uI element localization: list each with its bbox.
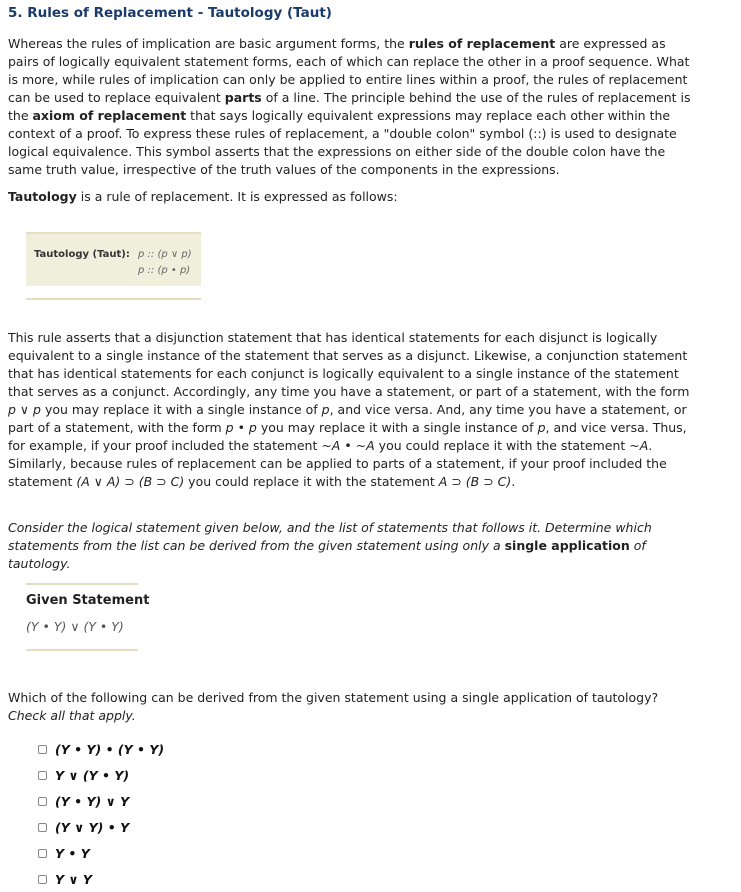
explanation-text: . Similarly, because rules of replacement can be applied to parts of a statement, if your proof included the statement — [8, 438, 667, 489]
explanation-formula: p — [537, 420, 546, 435]
explanation-text: , and vice versa. And, any time you have a statement, or part of a statement, with the form — [8, 402, 687, 435]
explanation-formula: ~A — [629, 438, 649, 453]
option-label: Y ∨ (Y • Y) — [55, 767, 130, 783]
checkbox[interactable] — [38, 849, 47, 858]
intro-text: Whereas the rules of implication are basic argument forms, the — [8, 36, 409, 51]
option-label: Y ∨ Y — [55, 871, 92, 887]
rule-label: Tautology (Taut): — [34, 249, 130, 260]
intro-bold-term: rules of replacement — [408, 36, 556, 51]
explanation-formula: (A ∨ A) ⊃ (B ⊃ C) — [76, 474, 185, 489]
explanation-formula: p • p — [225, 420, 257, 435]
explanation-text: you could replace it with the statement — [184, 474, 439, 489]
explanation-text: This rule asserts that a disjunction statement that has identical statements for each disjunct is logically equivalent to a single instance of the statement that serves as a disjunct. Likewise, a conjunction statement that has identical statements for each conjunct is logically equivalent to a single instance of the statement that serves as a conjunct. Accordingly, any time you have a statement, or part of a statement, with the form — [8, 330, 690, 399]
given-divider-bottom — [26, 649, 138, 651]
rule-form-disjunction: p :: (p ∨ p) — [138, 249, 192, 260]
option-6[interactable] — [38, 866, 164, 892]
instruction-bold: single application — [504, 538, 630, 553]
option-1[interactable] — [38, 736, 164, 762]
given-divider-top — [26, 583, 138, 585]
option-5[interactable] — [38, 840, 164, 866]
intro-text: that says logically equivalent expressions may replace each other within the context of a proof. To express these rules of replacement, a "double colon" symbol (::) is used to designate logical equivalence. This symbol asserts that the expressions on either side of the double colon have the same truth value, irrespective of the truth values of the components in the expressions. — [8, 108, 677, 177]
checkbox[interactable] — [38, 797, 47, 806]
option-label: (Y ∨ Y) • Y — [55, 819, 130, 835]
tautology-term: Tautology — [8, 189, 77, 204]
tautology-intro — [8, 188, 698, 206]
explanation-text: you could replace it with the statement — [374, 438, 630, 453]
explanation-text: , and vice versa. Thus, for example, if your proof included the statement — [8, 420, 687, 453]
option-label: Y • Y — [55, 845, 90, 861]
explanation-text: . — [511, 474, 516, 489]
intro-text: of a line. The principle behind the use of the rules of replacement is the — [8, 90, 691, 123]
explanation-text: you may replace it with a single instance of — [40, 402, 322, 417]
intro-paragraph — [8, 35, 698, 179]
checkbox[interactable] — [38, 771, 47, 780]
checkbox[interactable] — [38, 823, 47, 832]
question-paragraph — [8, 689, 698, 725]
section-title: 5. Rules of Replacement - Tautology (Taut) — [8, 5, 332, 21]
answer-options — [38, 736, 164, 892]
explanation-formula: p ∨ p — [8, 402, 41, 417]
checkbox[interactable] — [38, 875, 47, 884]
explanation-formula: p — [321, 402, 330, 417]
given-statement-title: Given Statement — [26, 593, 150, 608]
option-3[interactable] — [38, 788, 164, 814]
instruction-text: Consider the logical statement given below, and the list of statements that follows it. Determine which statements from the list can be derived from the given statement using only a — [8, 520, 652, 553]
instruction-text: of tautology. — [8, 538, 646, 571]
instruction-paragraph — [8, 519, 698, 573]
given-statement: (Y • Y) ∨ (Y • Y) — [26, 619, 124, 634]
option-2[interactable] — [38, 762, 164, 788]
explanation-formula: ~A • ~A — [321, 438, 375, 453]
checkbox[interactable] — [38, 745, 47, 754]
option-label: (Y • Y) • (Y • Y) — [55, 741, 165, 757]
option-label: (Y • Y) ∨ Y — [55, 793, 130, 809]
intro-bold-term: axiom of replacement — [32, 108, 187, 123]
intro-text: are expressed as pairs of logically equivalent statement forms, each of which can replace the other in a proof sequence. What is more, while rules of implication can only be applied to entire lines within a proof, the rules of replacement can be used to replace equivalent — [8, 36, 690, 105]
intro-bold-term: parts — [224, 90, 262, 105]
explanation-text: you may replace it with a single instance of — [256, 420, 538, 435]
rule-box-divider — [26, 298, 201, 300]
explanation-formula: A ⊃ (B ⊃ C) — [438, 474, 512, 489]
option-4[interactable] — [38, 814, 164, 840]
rule-box — [26, 232, 201, 286]
question-hint: Check all that apply. — [8, 708, 136, 723]
explanation-paragraph — [8, 329, 698, 491]
rule-form-conjunction: p :: (p • p) — [138, 265, 191, 276]
question-text: Which of the following can be derived from the given statement using a single application of tautology? — [8, 690, 659, 705]
tautology-intro-text: is a rule of replacement. It is expressed as follows: — [76, 189, 398, 204]
